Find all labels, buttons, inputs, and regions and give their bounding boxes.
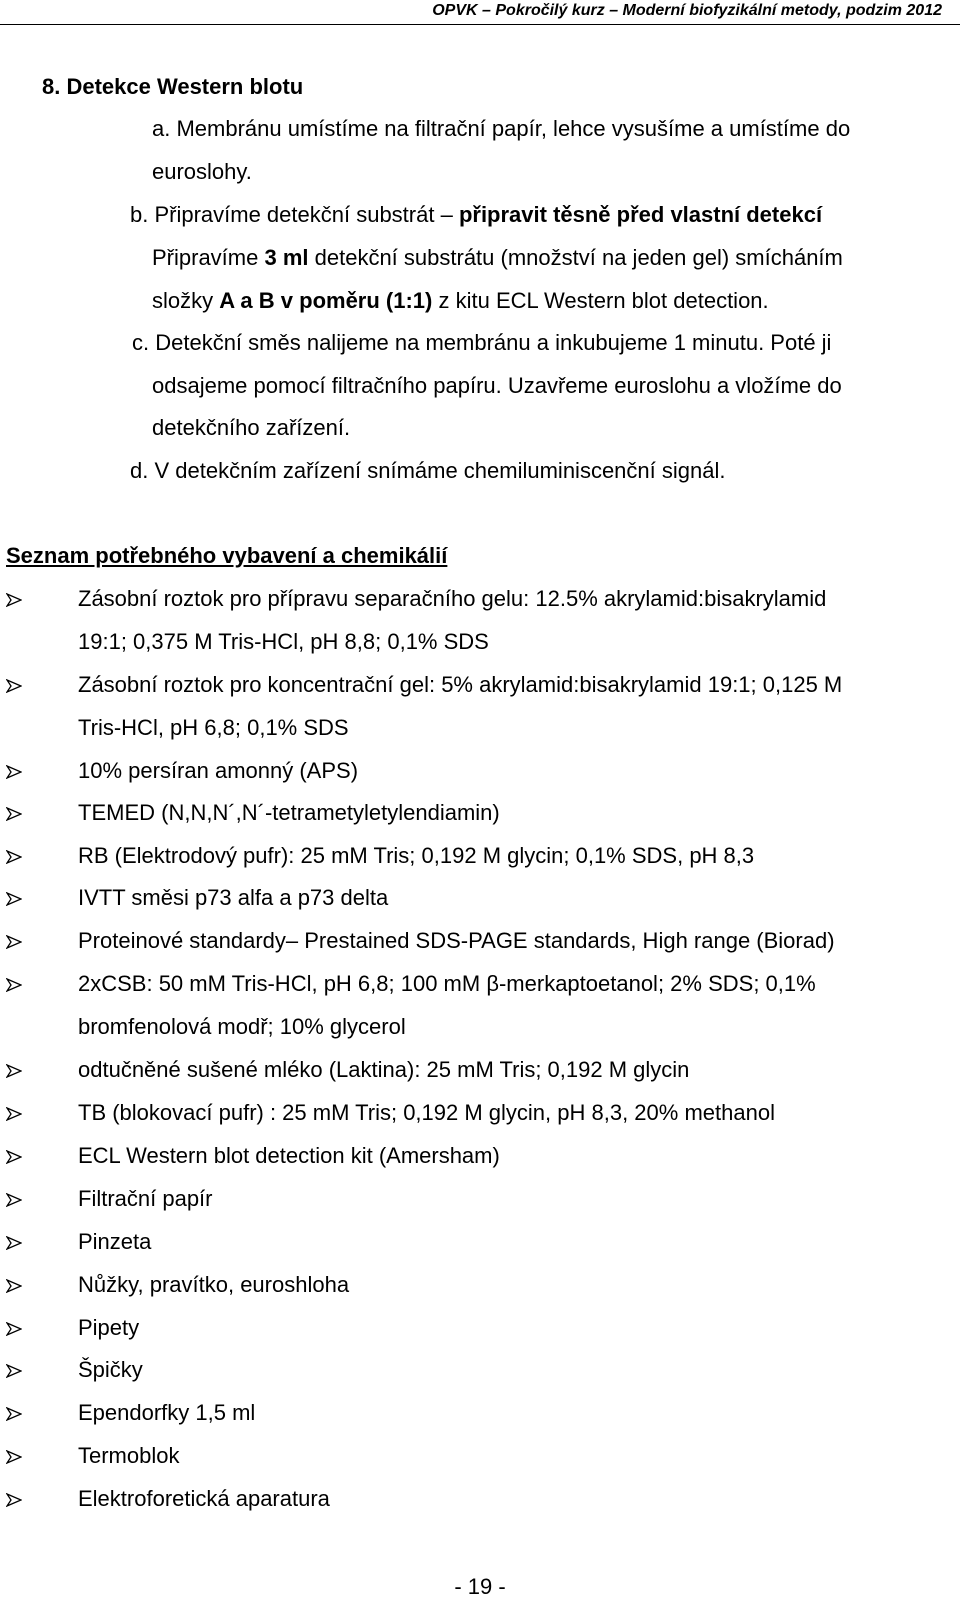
step-b3-pre: složky — [152, 288, 220, 313]
step-c-line3: detekčního zařízení. — [152, 415, 351, 440]
list-item: Ependorfky 1,5 ml — [78, 1400, 256, 1425]
list-item: Nůžky, pravítko, euroshloha — [78, 1272, 350, 1297]
step-b-line3 — [152, 286, 769, 316]
list-item: Pinzeta — [78, 1229, 152, 1254]
list-item-continuation: bromfenolová modř; 10% glycerol — [78, 1014, 406, 1039]
arrowhead-bullet-icon — [6, 883, 24, 913]
arrowhead-bullet-icon — [6, 1141, 24, 1171]
list-item: Elektroforetická aparatura — [78, 1486, 330, 1511]
arrowhead-bullet-icon — [6, 670, 24, 700]
arrowhead-bullet-icon — [6, 756, 24, 786]
arrowhead-bullet-icon — [6, 1484, 24, 1514]
list-item: IVTT směsi p73 alfa a p73 delta — [78, 885, 389, 910]
header-title: OPVK – Pokročilý kurz – Moderní biofyzikální metody, podzim 2012 — [432, 2, 942, 19]
arrowhead-bullet-icon — [6, 1441, 24, 1471]
list-item: RB (Elektrodový pufr): 25 mM Tris; 0,192 M glycin; 0,1% SDS, pH 8,3 — [78, 843, 755, 868]
arrowhead-bullet-icon — [6, 1355, 24, 1385]
page-number: - 19 - — [454, 1574, 506, 1599]
step-d-line1: d. V detekčním zařízení snímáme chemiluminiscenční signál. — [130, 458, 726, 483]
arrowhead-bullet-icon — [6, 1270, 24, 1300]
list-item: 2xCSB: 50 mM Tris-HCl, pH 6,8; 100 mM β-merkaptoetanol; 2% SDS; 0,1% — [78, 971, 816, 996]
list-item-continuation: 19:1; 0,375 M Tris-HCl, pH 8,8; 0,1% SDS — [78, 629, 489, 654]
list-item: Termoblok — [78, 1443, 180, 1468]
list-item: Špičky — [78, 1357, 143, 1382]
step-a-line2: euroslohy. — [152, 159, 252, 184]
step-b3-bold: A a B v poměru (1:1) — [219, 288, 433, 313]
arrowhead-bullet-icon — [6, 969, 24, 999]
step-b3-post: z kitu ECL Western blot detection. — [432, 288, 769, 313]
list-item: TEMED (N,N,N´,N´-tetrametyletylendiamin) — [78, 800, 500, 825]
page-header — [0, 0, 960, 25]
step-b-prefix: b. Připravíme detekční substrát – — [130, 202, 459, 227]
list-item: ECL Western blot detection kit (Amersham) — [78, 1143, 500, 1168]
list-item: Zásobní roztok pro koncentrační gel: 5% akrylamid:bisakrylamid 19:1; 0,125 M — [78, 672, 843, 697]
list-item: Proteinové standardy– Prestained SDS-PAGE standards, High range (Biorad) — [78, 928, 835, 953]
list-item: Filtrační papír — [78, 1186, 213, 1211]
list-item: TB (blokovací pufr) : 25 mM Tris; 0,192 M glycin, pH 8,3, 20% methanol — [78, 1100, 775, 1125]
arrowhead-bullet-icon — [6, 1055, 24, 1085]
step-b2-post: detekční substrátu (množství na jeden gel) smícháním — [308, 245, 843, 270]
arrowhead-bullet-icon — [6, 1184, 24, 1214]
step-b2-bold: 3 ml — [264, 245, 309, 270]
step-c-line2: odsajeme pomocí filtračního papíru. Uzavřeme euroslohu a vložíme do — [152, 373, 842, 398]
arrowhead-bullet-icon — [6, 1398, 24, 1428]
step-b2-pre: Připravíme — [152, 245, 265, 270]
equipment-heading: Seznam potřebného vybavení a chemikálií — [6, 543, 448, 568]
list-item: Zásobní roztok pro přípravu separačního gelu: 12.5% akrylamid:bisakrylamid — [78, 586, 827, 611]
list-item: odtučněné sušené mléko (Laktina): 25 mM Tris; 0,192 M glycin — [78, 1057, 690, 1082]
section-heading: 8. Detekce Western blotu — [42, 74, 304, 99]
arrowhead-bullet-icon — [6, 1227, 24, 1257]
list-item-continuation: Tris-HCl, pH 6,8; 0,1% SDS — [78, 715, 349, 740]
arrowhead-bullet-icon — [6, 1313, 24, 1343]
step-b-emphasis: připravit těsně před vlastní detekcí — [458, 202, 823, 227]
arrowhead-bullet-icon — [6, 584, 24, 614]
list-item: Pipety — [78, 1315, 140, 1340]
step-a-text: a. Membránu umístíme na filtrační papír, lehce vysušíme a umístíme do — [152, 116, 851, 141]
arrowhead-bullet-icon — [6, 798, 24, 828]
list-item: 10% persíran amonný (APS) — [78, 758, 359, 783]
step-a-line1 — [152, 114, 940, 144]
step-b-line1 — [130, 200, 822, 230]
arrowhead-bullet-icon — [6, 1098, 24, 1128]
arrowhead-bullet-icon — [6, 841, 24, 871]
step-c-line1: c. Detekční směs nalijeme na membránu a inkubujeme 1 minutu. Poté ji — [132, 330, 832, 355]
step-b-line2 — [152, 243, 843, 273]
arrowhead-bullet-icon — [6, 926, 24, 956]
